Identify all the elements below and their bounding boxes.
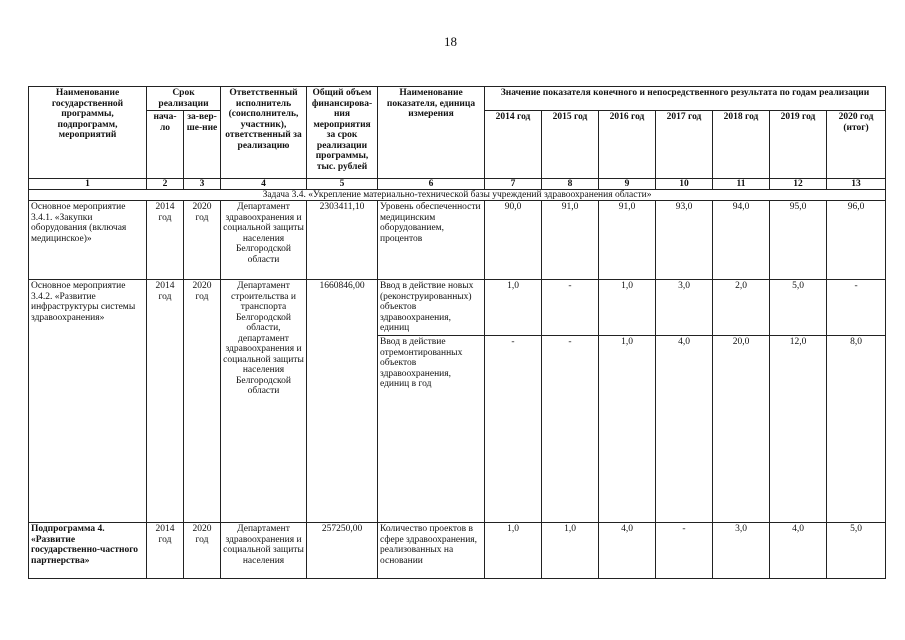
row-value: - — [827, 280, 886, 336]
row-value: 8,0 — [827, 336, 886, 523]
row-value: 1,0 — [599, 336, 656, 523]
row-value: 1,0 — [485, 523, 542, 579]
row-value: 1,0 — [599, 280, 656, 336]
row-indicator: Уровень обеспеченности медицинским оборудованием, процентов — [378, 201, 485, 280]
row-value: 5,0 — [827, 523, 886, 579]
row-value: - — [656, 523, 713, 579]
row-value: 4,0 — [656, 336, 713, 523]
header-volume: Общий объем финансирова-ния мероприятия за срок реализации программы, тыс. рублей — [307, 87, 378, 179]
row-volume: 2303411,10 — [307, 201, 378, 280]
header-row-1 — [29, 87, 886, 111]
index-cell: 3 — [184, 179, 221, 190]
row-value: 12,0 — [770, 336, 827, 523]
index-cell: 9 — [599, 179, 656, 190]
index-cell: 11 — [713, 179, 770, 190]
row-end: 2020 год — [184, 523, 221, 579]
row-indicator: Количество проектов в сфере здравоохранения, реализованных на основании — [378, 523, 485, 579]
row-indicator: Ввод в действие новых (реконструированных) объектов здравоохранения, единиц — [378, 280, 485, 336]
header-year: 2019 год — [770, 111, 827, 179]
header-end: за-вер-ше-ние — [184, 111, 221, 179]
row-end: 2020 год — [184, 201, 221, 280]
row-executor: Департамент здравоохранения и социальной защиты населения — [221, 523, 307, 579]
header-year: 2018 год — [713, 111, 770, 179]
task-row — [29, 190, 886, 201]
row-value: 4,0 — [599, 523, 656, 579]
index-cell: 7 — [485, 179, 542, 190]
row-value: 91,0 — [542, 201, 599, 280]
row-start: 2014 год — [147, 201, 184, 280]
table-row — [29, 201, 886, 280]
header-name: Наименование государственной программы, подпрограмм, мероприятий — [29, 87, 147, 179]
row-executor: Департамент строительства и транспорта Белгородской области, департамент здравоохранения и социальной защиты населения Белгородской области — [221, 280, 307, 523]
header-year: 2017 год — [656, 111, 713, 179]
header-values: Значение показателя конечного и непосредственного результата по годам реализации — [485, 87, 886, 111]
header-year: 2015 год — [542, 111, 599, 179]
index-cell: 4 — [221, 179, 307, 190]
row-volume: 1660846,00 — [307, 280, 378, 523]
row-value: 2,0 — [713, 280, 770, 336]
index-cell: 1 — [29, 179, 147, 190]
page-number: 18 — [444, 34, 457, 49]
row-value: 1,0 — [485, 280, 542, 336]
row-value: 90,0 — [485, 201, 542, 280]
row-value: 1,0 — [542, 523, 599, 579]
row-end: 2020 год — [184, 280, 221, 523]
task-title: Задача 3.4. «Укрепление материально-технической базы учреждений здравоохранения области» — [29, 190, 886, 201]
row-name: Подпрограмма 4. «Развитие государственно-частного партнерства» — [29, 523, 147, 579]
row-name: Основное мероприятие 3.4.1. «Закупки оборудования (включая медицинское)» — [29, 201, 147, 280]
index-cell: 10 — [656, 179, 713, 190]
row-value: - — [485, 336, 542, 523]
index-cell: 12 — [770, 179, 827, 190]
header-start: нача-ло — [147, 111, 184, 179]
row-executor: Департамент здравоохранения и социальной защиты населения Белгородской области — [221, 201, 307, 280]
row-value: 5,0 — [770, 280, 827, 336]
row-value: 91,0 — [599, 201, 656, 280]
header-term: Срок реализации — [147, 87, 221, 111]
index-cell: 8 — [542, 179, 599, 190]
index-row — [29, 179, 886, 190]
row-value: 3,0 — [713, 523, 770, 579]
row-value: 93,0 — [656, 201, 713, 280]
row-value: - — [542, 280, 599, 336]
row-volume: 257250,00 — [307, 523, 378, 579]
index-cell: 13 — [827, 179, 886, 190]
indicator-table — [28, 86, 886, 579]
row-start: 2014 год — [147, 523, 184, 579]
header-indicator: Наименование показателя, единица измерения — [378, 87, 485, 179]
row-start: 2014 год — [147, 280, 184, 523]
header-year: 2014 год — [485, 111, 542, 179]
header-year: 2016 год — [599, 111, 656, 179]
index-cell: 6 — [378, 179, 485, 190]
row-value: 20,0 — [713, 336, 770, 523]
row-value: - — [542, 336, 599, 523]
table-row — [29, 280, 886, 336]
header-year: 2020 год (итог) — [827, 111, 886, 179]
index-cell: 5 — [307, 179, 378, 190]
row-value: 96,0 — [827, 201, 886, 280]
row-indicator: Ввод в действие отремонтированных объектов здравоохранения, единиц в год — [378, 336, 485, 523]
row-value: 4,0 — [770, 523, 827, 579]
row-value: 95,0 — [770, 201, 827, 280]
table-row — [29, 523, 886, 579]
row-name: Основное мероприятие 3.4.2. «Развитие инфраструктуры системы здравоохранения» — [29, 280, 147, 523]
header-executor: Ответственный исполнитель (соисполнитель, участник), ответственный за реализацию — [221, 87, 307, 179]
row-value: 94,0 — [713, 201, 770, 280]
row-value: 3,0 — [656, 280, 713, 336]
index-cell: 2 — [147, 179, 184, 190]
